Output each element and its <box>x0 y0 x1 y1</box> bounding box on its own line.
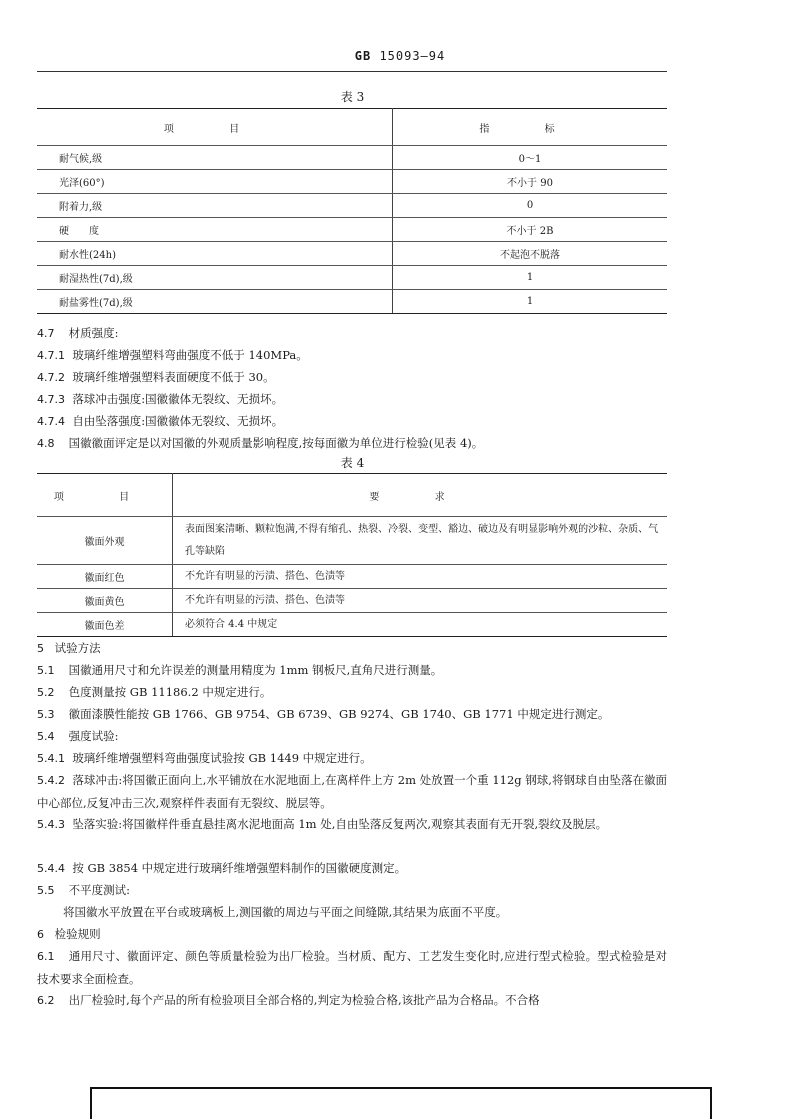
cell-item: 光泽(60°) <box>37 170 393 194</box>
clause-number: 5.4 <box>37 730 55 743</box>
table-header-row <box>37 474 667 517</box>
table-row <box>37 170 667 194</box>
clause-5-5 <box>37 879 667 902</box>
clause-number: 4.7.4 <box>37 415 65 428</box>
cell-requirement: 不允许有明显的污渍、搭色、色渍等 <box>173 565 668 589</box>
cell-item: 耐水性(24h) <box>37 242 393 266</box>
cell-item: 耐气候,级 <box>37 146 393 170</box>
clause-text: 落球冲击:将国徽正面向上,水平铺放在水泥地面上,在离样件上方 2m 处放置一个重 112g 钢球,将钢球自由坠落在徽面中心部位,反复冲击三次,观察样件表面有无裂纹、脱层等。 <box>37 773 667 810</box>
clause-number: 4.7.2 <box>37 371 65 384</box>
table-row <box>37 589 667 613</box>
clause-text: 玻璃纤维增强塑料弯曲强度试验按 GB 1449 中规定进行。 <box>72 751 372 765</box>
clause-number: 4.7.1 <box>37 349 65 362</box>
clause-text: 坠落实验:将国徽样件垂直悬挂离水泥地面高 1m 处,自由坠落反复两次,观察其表面有无开裂,裂纹及脱层。 <box>72 817 608 831</box>
cell-item: 耐湿热性(7d),级 <box>37 266 393 290</box>
clause-4-7-4 <box>37 410 667 433</box>
clause-number: 4.7 <box>37 327 55 340</box>
clause-5-3 <box>37 703 667 726</box>
clause-text: 试验方法 <box>54 641 101 655</box>
clause-5-4 <box>37 725 667 748</box>
cell-item: 徽面色差 <box>37 613 173 637</box>
table-row <box>37 613 667 637</box>
clause-6-1 <box>37 945 667 990</box>
clause-number: 5.5 <box>37 884 55 897</box>
clause-number: 5.3 <box>37 708 55 721</box>
cell-item: 附着力,级 <box>37 194 393 218</box>
table-row <box>37 565 667 589</box>
clause-text: 落球冲击强度:国徽徽体无裂纹、无损坏。 <box>72 392 284 406</box>
clause-text: 出厂检验时,每个产品的所有检验项目全部合格的,判定为检验合格,该批产品为合格品。不合格 <box>68 993 540 1007</box>
column-header-item: 项 目 <box>37 474 173 517</box>
clause-5-5-body: 将国徽水平放置在平台或玻璃板上,测国徽的周边与平面之间缝隙,其结果为底面不平度。 <box>63 905 508 919</box>
clause-4-7 <box>37 322 667 345</box>
clause-number: 5.4.1 <box>37 752 65 765</box>
standard-header <box>0 49 800 63</box>
clause-5 <box>37 637 667 660</box>
clause-5-4-3 <box>37 813 667 836</box>
clause-number: 6 <box>37 928 44 941</box>
table-row <box>37 194 667 218</box>
clause-text: 不平度测试: <box>68 883 131 897</box>
table3-caption: 表 3 <box>340 90 365 104</box>
clause-number: 5.4.2 <box>37 774 65 787</box>
column-header-item: 项 目 <box>37 109 393 146</box>
bottom-frame <box>90 1087 712 1119</box>
clause-5-1 <box>37 659 667 682</box>
clause-5-4-4 <box>37 857 667 880</box>
clause-text: 材质强度: <box>68 326 119 340</box>
cell-value: 0～1 <box>393 146 668 170</box>
clause-6 <box>37 923 667 946</box>
cell-requirement: 必须符合 4.4 中规定 <box>173 613 668 637</box>
table-header-row <box>37 109 667 146</box>
clause-text: 国徽徽面评定是以对国徽的外观质量影响程度,按每面徽为单位进行检验(见表 4)。 <box>68 436 484 450</box>
standard-number: 15093—94 <box>379 49 446 63</box>
clause-number: 6.2 <box>37 994 55 1007</box>
clause-4-7-1 <box>37 344 667 367</box>
clause-text: 玻璃纤维增强塑料弯曲强度不低于 140MPa。 <box>72 348 308 362</box>
clause-text: 通用尺寸、徽面评定、颜色等质量检验为出厂检验。当材质、配方、工艺发生变化时,应进行型式检验。型式检验是对技术要求全面检查。 <box>37 949 668 986</box>
header-rule <box>37 71 667 72</box>
clause-number: 6.1 <box>37 950 55 963</box>
clause-4-7-3 <box>37 388 667 411</box>
clause-text: 检验规则 <box>54 927 101 941</box>
cell-item: 硬 度 <box>37 218 393 242</box>
clause-number: 5.1 <box>37 664 55 677</box>
table4-caption: 表 4 <box>340 456 365 470</box>
clause-number: 4.7.3 <box>37 393 65 406</box>
cell-value: 0 <box>393 194 668 218</box>
cell-value: 1 <box>393 290 668 314</box>
table-row <box>37 517 667 565</box>
cell-value: 不小于 90 <box>393 170 668 194</box>
table-row <box>37 266 667 290</box>
table-row <box>37 218 667 242</box>
clause-5-4-1 <box>37 747 667 770</box>
clause-number: 4.8 <box>37 437 55 450</box>
cell-requirement: 表面图案清晰、颗粒饱满,不得有缩孔、热裂、冷裂、变型、豁边、破边及有明显影响外观的沙粒、杂质、气孔等缺陷 <box>173 517 668 565</box>
cell-requirement: 不允许有明显的污渍、搭色、色渍等 <box>173 589 668 613</box>
cell-value: 不起泡不脱落 <box>393 242 668 266</box>
column-header-requirement: 要 求 <box>173 474 668 517</box>
standard-prefix: GB <box>354 49 372 63</box>
clause-number: 5.4.4 <box>37 862 65 875</box>
clause-text: 徽面漆膜性能按 GB 1766、GB 9754、GB 6739、GB 9274、GB 1740、GB 1771 中规定进行测定。 <box>68 707 610 721</box>
clause-6-2 <box>37 989 667 1012</box>
table-row <box>37 146 667 170</box>
clause-number: 5.4.3 <box>37 818 65 831</box>
clause-4-7-2 <box>37 366 667 389</box>
column-header-value: 指 标 <box>393 109 668 146</box>
clause-number: 5 <box>37 642 44 655</box>
clause-text: 玻璃纤维增强塑料表面硬度不低于 30。 <box>72 370 275 384</box>
clause-5-4-2 <box>37 769 667 814</box>
cell-value: 不小于 2B <box>393 218 668 242</box>
clause-5-2 <box>37 681 667 704</box>
table3 <box>37 108 667 314</box>
clause-text: 色度测量按 GB 11186.2 中规定进行。 <box>68 685 272 699</box>
table4 <box>37 473 667 637</box>
cell-item: 耐盐雾性(7d),级 <box>37 290 393 314</box>
clause-text: 按 GB 3854 中规定进行玻璃纤维增强塑料制作的国徽硬度测定。 <box>72 861 407 875</box>
clause-text: 强度试验: <box>68 729 119 743</box>
cell-item: 徽面红色 <box>37 565 173 589</box>
cell-item: 徽面黄色 <box>37 589 173 613</box>
cell-item: 徽面外观 <box>37 517 173 565</box>
clause-number: 5.2 <box>37 686 55 699</box>
table-row <box>37 242 667 266</box>
table-row <box>37 290 667 314</box>
clause-text: 自由坠落强度:国徽徽体无裂纹、无损坏。 <box>72 414 284 428</box>
clause-4-8 <box>37 432 667 455</box>
cell-value: 1 <box>393 266 668 290</box>
clause-text: 国徽通用尺寸和允许误差的测量用精度为 1mm 钢板尺,直角尺进行测量。 <box>68 663 443 677</box>
